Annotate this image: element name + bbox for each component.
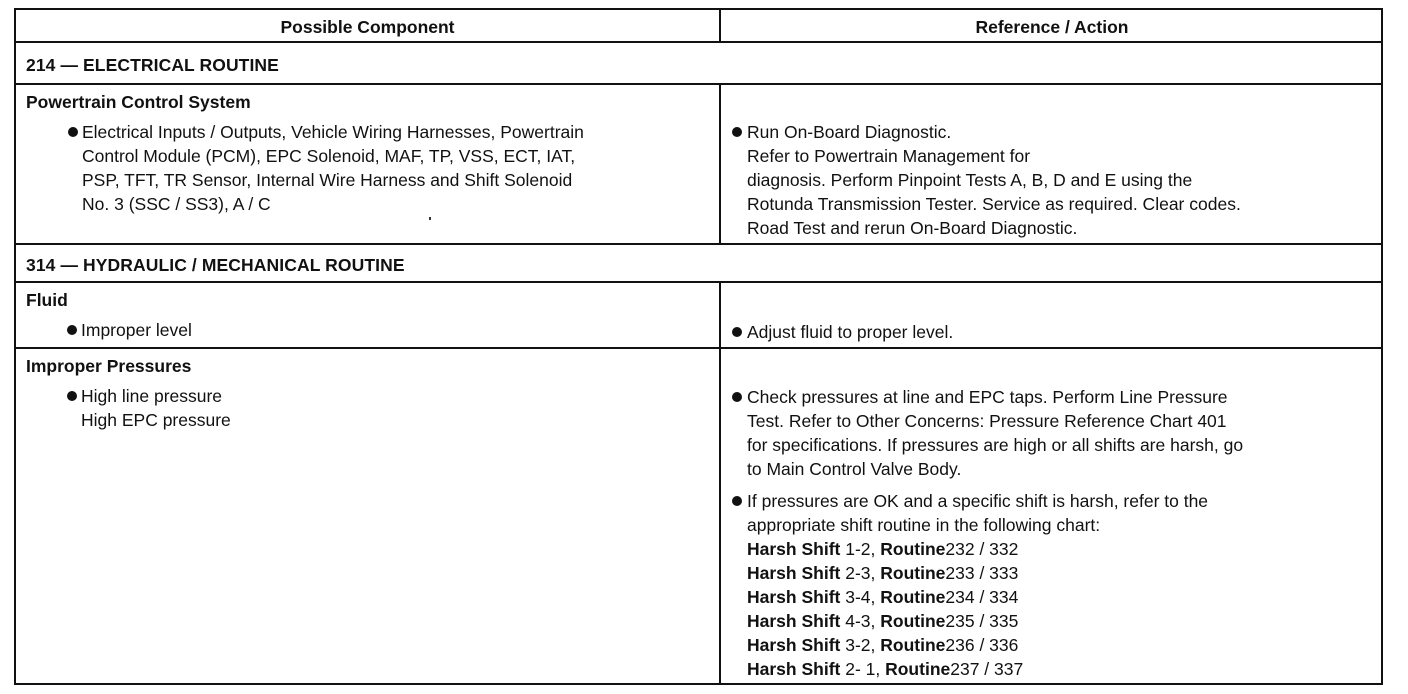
routine-label: Routine (885, 659, 951, 679)
action-line: Adjust fluid to proper level. (747, 322, 954, 342)
column-header-component: Possible Component (280, 17, 455, 37)
routine-label: Routine (880, 539, 946, 559)
routine-value: 232 / 332 (945, 539, 1019, 559)
routine-label: Routine (880, 611, 946, 631)
component-item-line: High EPC pressure (81, 410, 231, 430)
action-text (747, 489, 1208, 537)
action-line: for specifications. If pressures are high or all shifts are harsh, go (747, 435, 1244, 455)
action-line: Test. Refer to Other Concerns: Pressure Reference Chart 401 (747, 411, 1227, 431)
action-line: Rotunda Transmission Tester. Service as required. Clear codes. (747, 194, 1241, 214)
action-line: Check pressures at line and EPC taps. Perform Line Pressure (747, 387, 1228, 407)
harsh-shift-label: Harsh Shift (747, 635, 841, 655)
component-item-line: PSP, TFT, TR Sensor, Internal Wire Harness and Shift Solenoid (82, 170, 573, 190)
column-divider (719, 281, 721, 685)
row-divider (16, 243, 1381, 245)
action-line: If pressures are OK and a specific shift is harsh, refer to the (747, 491, 1209, 511)
component-item-line: High line pressure (81, 386, 223, 406)
row-divider (16, 83, 1381, 85)
routine-value: 235 / 335 (945, 611, 1019, 631)
bullet-icon (67, 325, 77, 335)
component-item-line: Control Module (PCM), EPC Solenoid, MAF, TP, VSS, ECT, IAT, (82, 146, 576, 166)
action-text (747, 385, 1243, 481)
harsh-shift-label: Harsh Shift (747, 539, 841, 559)
shift-value: 3-4, (840, 587, 881, 607)
bullet-icon (732, 127, 742, 137)
routine-value: 237 / 337 (950, 659, 1024, 679)
routine-label: Routine (880, 635, 946, 655)
shift-value: 2-3, (840, 563, 881, 583)
section-title-hydraulic: 314 — HYDRAULIC / MECHANICAL ROUTINE (26, 255, 405, 275)
action-line: diagnosis. Perform Pinpoint Tests A, B, D and E using the (747, 170, 1193, 190)
row-divider (16, 41, 1381, 43)
column-divider (719, 83, 721, 245)
bullet-icon (732, 327, 742, 337)
column-header-reference: Reference / Action (975, 17, 1129, 37)
shift-routine-line (747, 633, 1023, 657)
action-line: appropriate shift routine in the following chart: (747, 515, 1101, 535)
shift-value: 1-2, (840, 539, 881, 559)
component-item-line: Improper level (81, 320, 192, 340)
harsh-shift-label: Harsh Shift (747, 659, 841, 679)
routine-value: 233 / 333 (945, 563, 1019, 583)
bullet-icon (732, 496, 742, 506)
row-divider (16, 347, 1381, 349)
component-heading: Fluid (26, 290, 68, 310)
bullet-icon (67, 391, 77, 401)
bullet-icon (732, 392, 742, 402)
harsh-shift-label: Harsh Shift (747, 611, 841, 631)
action-text (747, 120, 1241, 240)
component-item-line: Electrical Inputs / Outputs, Vehicle Wiring Harnesses, Powertrain (82, 122, 584, 142)
shift-routine-line (747, 537, 1023, 561)
shift-routine-line (747, 585, 1023, 609)
row-divider (16, 281, 1381, 283)
speck-mark (429, 217, 431, 220)
component-items (82, 120, 584, 216)
component-heading: Improper Pressures (26, 356, 192, 376)
action-line: to Main Control Valve Body. (747, 459, 962, 479)
routine-value: 236 / 336 (945, 635, 1019, 655)
shift-routine-list (747, 537, 1023, 681)
bullet-icon (68, 127, 78, 137)
component-items (81, 384, 231, 432)
routine-value: 234 / 334 (945, 587, 1019, 607)
diagnosis-table (14, 8, 1383, 685)
component-heading: Powertrain Control System (26, 92, 251, 112)
component-item-line: No. 3 (SSC / SS3), A / C (82, 194, 271, 214)
shift-value: 3-2, (840, 635, 881, 655)
shift-routine-line (747, 609, 1023, 633)
harsh-shift-label: Harsh Shift (747, 587, 841, 607)
shift-routine-line (747, 657, 1023, 681)
action-line: Road Test and rerun On-Board Diagnostic. (747, 218, 1078, 238)
shift-value: 4-3, (840, 611, 881, 631)
action-line: Run On-Board Diagnostic. (747, 122, 952, 142)
shift-routine-line (747, 561, 1023, 585)
routine-label: Routine (880, 587, 946, 607)
harsh-shift-label: Harsh Shift (747, 563, 841, 583)
action-line: Refer to Powertrain Management for (747, 146, 1031, 166)
section-title-electrical: 214 — ELECTRICAL ROUTINE (26, 55, 279, 75)
shift-value: 2- 1, (840, 659, 886, 679)
routine-label: Routine (880, 563, 946, 583)
